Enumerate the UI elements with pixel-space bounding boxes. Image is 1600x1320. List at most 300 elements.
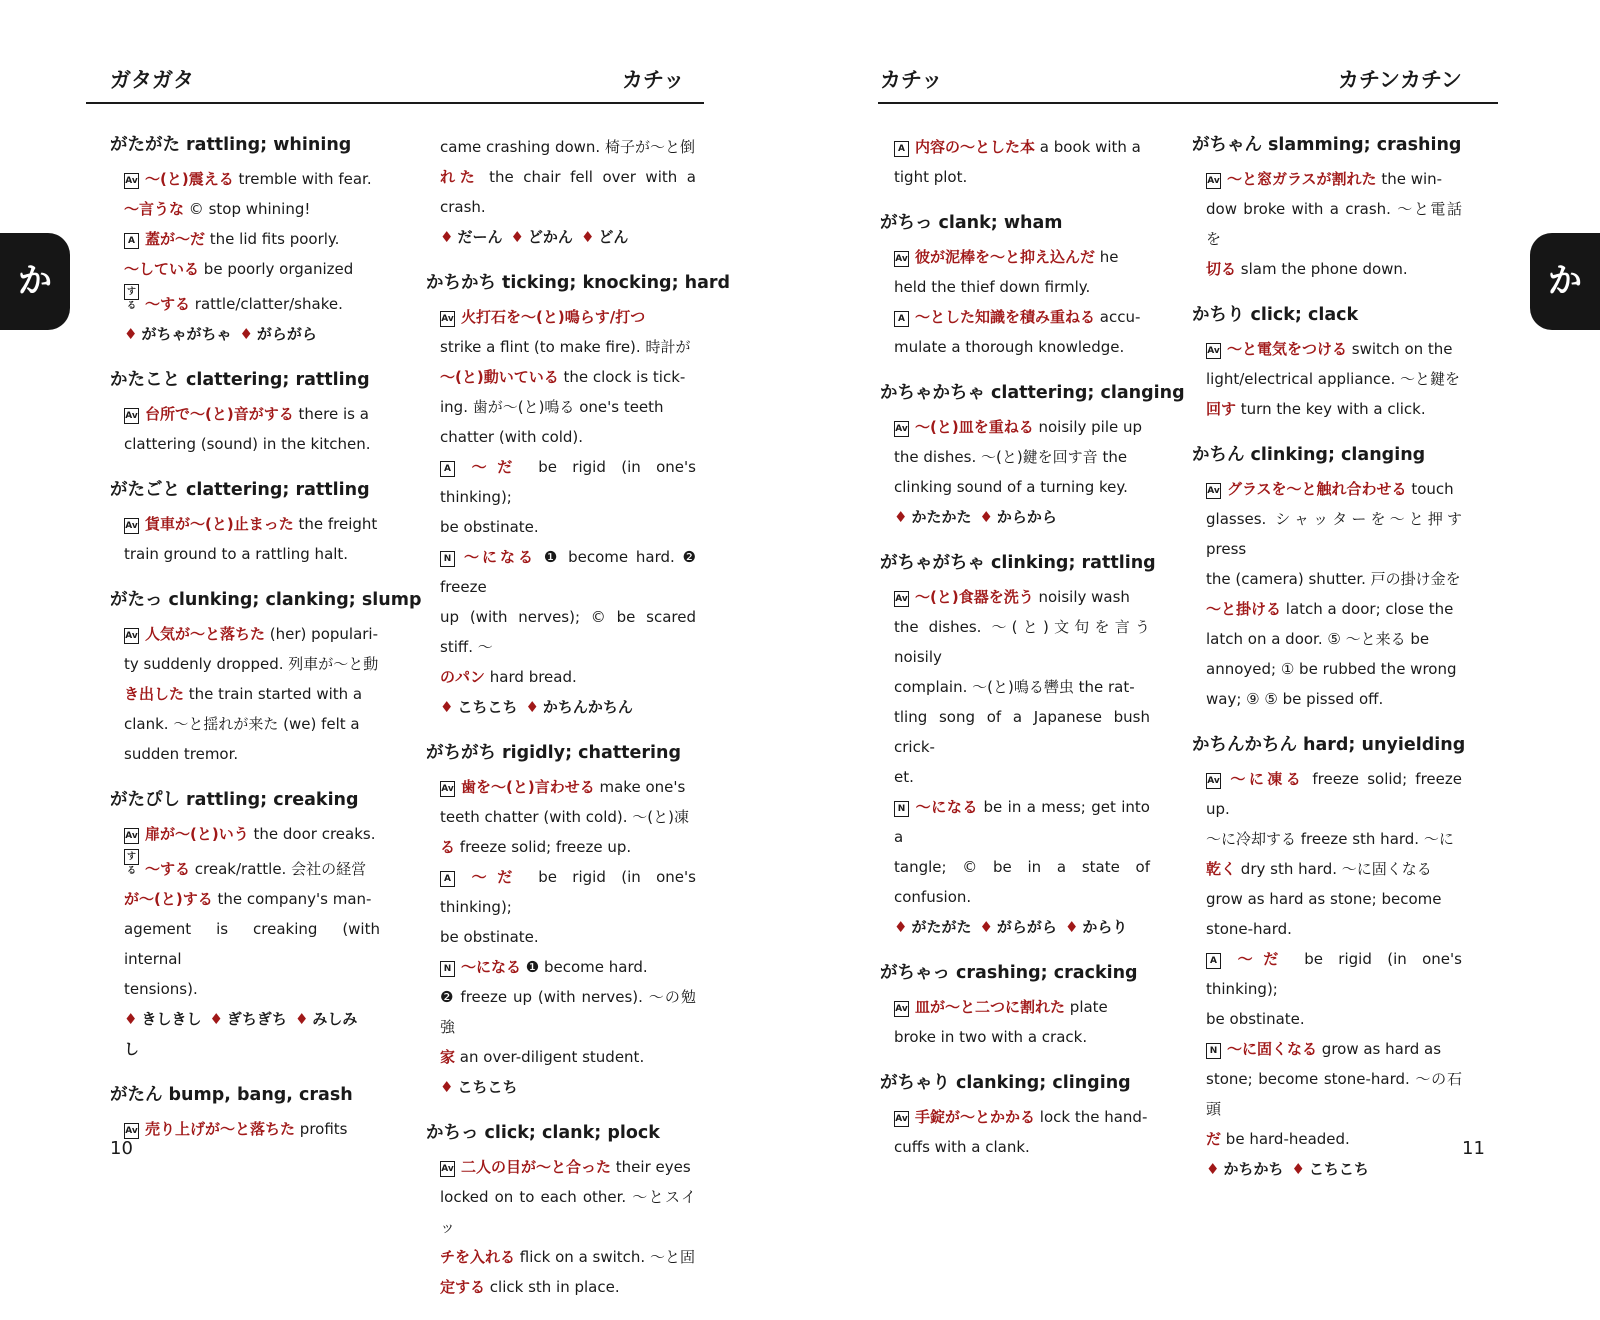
entry-line (426, 802, 696, 832)
entry-line (1192, 684, 1462, 714)
part-of-speech-badge: A (894, 141, 909, 157)
entry-line (426, 1042, 696, 1072)
headword-meaning: clattering; clanging (991, 383, 1185, 403)
headword-kana: がたぴし (110, 790, 180, 810)
dictionary-entry (880, 1070, 1150, 1162)
headword-meaning: hard; unyielding (1303, 735, 1466, 755)
part-of-speech-badge: Av (894, 1001, 909, 1017)
entry-line (110, 399, 380, 429)
left-page-column-2 (426, 132, 731, 1320)
see-also-icon: ♦ (1064, 918, 1079, 936)
entry-line (880, 1132, 1150, 1162)
part-of-speech-badge: Av (440, 1161, 455, 1177)
entry-line (110, 649, 380, 679)
japanese-example: 〜する (145, 860, 191, 878)
see-also-line (110, 319, 380, 349)
japanese-example: 〜(と)動いている (440, 368, 559, 386)
japanese-example: チを入れる (440, 1248, 516, 1266)
right-page-column-2 (1192, 132, 1466, 1202)
japanese-example: 皿が〜と二つに割れた (915, 998, 1066, 1016)
japanese-example: 〜(と)震える (145, 170, 234, 188)
japanese-example: 〜に凍る (1227, 770, 1305, 788)
entry-headword (880, 550, 1156, 576)
english-translation: he (1099, 248, 1119, 266)
entry-headword (1192, 132, 1462, 158)
headword-kana: がちゃっ (880, 963, 950, 983)
see-also-word[interactable]: どん (598, 228, 629, 246)
part-of-speech-badge: Av (1206, 173, 1221, 189)
see-also-word[interactable]: かちかち (1223, 1160, 1284, 1178)
english-translation: train ground to a rattling halt. (124, 545, 349, 563)
entry-line (426, 1152, 696, 1182)
entry-line (880, 242, 1150, 272)
dictionary-entry (426, 740, 696, 1102)
english-translation: make one's (599, 778, 686, 796)
dictionary-entry (1192, 732, 1466, 1184)
entry-line (880, 1102, 1150, 1132)
entry-line (426, 922, 696, 952)
entry-headword (110, 587, 422, 613)
entry-line (110, 194, 380, 224)
right-page-column-1 (880, 132, 1185, 1180)
english-translation: ❶ become hard. ❷ freeze (440, 548, 696, 596)
part-of-speech-badge: N (894, 801, 909, 817)
english-translation: be rigid (in one's thinking); (440, 868, 696, 916)
entry-line (110, 164, 380, 194)
english-translation: the lid fits poorly. (209, 230, 340, 248)
english-translation: ty suddenly dropped. 列車が〜と動 (124, 655, 379, 673)
entry-line (880, 332, 1150, 362)
headword-kana: かちっ (426, 1123, 479, 1143)
entry-line (880, 582, 1150, 612)
japanese-example: 二人の目が〜と合った (461, 1158, 612, 1176)
english-translation: stone; become stone-hard. 〜の石頭 (1206, 1070, 1462, 1118)
entry-line (1192, 254, 1462, 284)
entry-line (426, 1182, 696, 1242)
see-also-word[interactable]: どかん (527, 228, 573, 246)
english-translation: tremble with fear. (238, 170, 372, 188)
japanese-example: き出した (124, 685, 185, 703)
right-page-number: 11 (1462, 1138, 1485, 1159)
headword-meaning: clinking; clanging (1250, 445, 1426, 465)
entry-line (110, 974, 380, 1004)
part-of-speech-badge: N (440, 961, 455, 977)
english-translation: touch (1411, 480, 1454, 498)
english-translation: latch on a door. ⑤ 〜と来る be (1206, 630, 1430, 648)
english-translation: an over-diligent student. (459, 1048, 645, 1066)
part-of-speech-badge: N (1206, 1043, 1221, 1059)
japanese-example: 家 (440, 1048, 456, 1066)
english-translation: there is a (298, 405, 369, 423)
see-also-line (110, 1004, 380, 1064)
dictionary-entry (880, 380, 1185, 532)
headword-kana: がちゃん (1192, 135, 1262, 155)
part-of-speech-badge: A (1206, 953, 1221, 969)
part-of-speech-badge: Av (124, 173, 139, 189)
entry-line (880, 442, 1150, 472)
japanese-example: 〜(と)食器を洗う (915, 588, 1034, 606)
see-also-word[interactable]: みしみし (124, 1010, 358, 1058)
headword-meaning: clank; wham (938, 213, 1063, 233)
entry-line (880, 852, 1150, 912)
japanese-example: 〜だ (461, 868, 523, 886)
japanese-example: 売り上げが〜と落ちた (145, 1120, 296, 1138)
english-translation: their eyes (615, 1158, 691, 1176)
entry-line (426, 542, 696, 602)
japanese-example: 内容の〜とした本 (915, 138, 1036, 156)
dictionary-entry (880, 550, 1156, 942)
entry-line (1192, 1064, 1462, 1124)
see-also-word[interactable]: がらがら (256, 325, 317, 343)
english-translation: (her) populari- (269, 625, 379, 643)
see-also-icon: ♦ (239, 325, 253, 343)
part-of-speech-badge: Av (124, 408, 139, 424)
japanese-example: 蓋が〜だ (145, 230, 206, 248)
part-of-speech-badge: する (124, 284, 139, 300)
entry-line (1192, 594, 1462, 624)
japanese-example: 台所で〜(と)音がする (145, 405, 294, 423)
left-page (0, 0, 800, 1296)
english-translation: tensions). (124, 980, 198, 998)
part-of-speech-badge: Av (440, 781, 455, 797)
see-also-icon: ♦ (580, 228, 595, 246)
english-translation: be obstinate. (440, 518, 539, 536)
english-translation: be poorly organized (203, 260, 354, 278)
english-translation: click sth in place. (489, 1278, 620, 1296)
dictionary-entry (880, 960, 1150, 1052)
part-of-speech-badge: A (440, 461, 455, 477)
left-thumb-tab: か (0, 233, 70, 330)
entry-line (426, 452, 696, 512)
headword-meaning: clinking; rattling (991, 553, 1156, 573)
headword-kana: かちんかちん (1192, 735, 1297, 755)
entry-line (110, 284, 380, 319)
entry-line (110, 884, 380, 914)
entry-headword (426, 270, 731, 296)
dictionary-entry (1192, 302, 1462, 424)
english-translation: way; ⑨ ⑤ be pissed off. (1206, 690, 1384, 708)
headword-kana: がたごと (110, 480, 180, 500)
english-translation: lock the hand- (1039, 1108, 1148, 1126)
english-translation: slam the phone down. (1240, 260, 1408, 278)
part-of-speech-badge: N (440, 551, 455, 567)
see-also-icon: ♦ (1206, 1160, 1220, 1178)
japanese-example: 扉が〜(と)いう (145, 825, 249, 843)
see-also-line (426, 1072, 696, 1102)
see-also-word[interactable]: こちこち (457, 1078, 518, 1096)
part-of-speech-badge: Av (124, 628, 139, 644)
headword-kana: かちかち (426, 273, 496, 293)
part-of-speech-badge: A (894, 311, 909, 327)
english-translation: the dishes. 〜(と)文句を言う noisily (894, 618, 1150, 666)
japanese-example: 〜(と)皿を重ねる (915, 418, 1034, 436)
japanese-example: 〜している (124, 260, 200, 278)
part-of-speech-badge: Av (1206, 773, 1221, 789)
english-translation: agement is creaking (with internal (124, 920, 380, 968)
dictionary-entry (1192, 442, 1462, 714)
japanese-example: 〜になる (461, 958, 522, 976)
entry-headword (426, 1120, 696, 1146)
see-also-word[interactable]: からり (1082, 918, 1128, 936)
entry-headword (426, 740, 696, 766)
see-also-word[interactable]: こちこち (1308, 1160, 1369, 1178)
entry-line (110, 509, 380, 539)
dictionary-entry (110, 1082, 380, 1144)
english-translation: up (with nerves); © be scared stiff. 〜 (440, 608, 696, 656)
right-guide-word-start: カチッ (880, 68, 943, 92)
english-translation: the door creaks. (253, 825, 376, 843)
headword-kana: がちがち (426, 743, 496, 763)
entry-line (1192, 824, 1462, 854)
part-of-speech-badge: Av (1206, 483, 1221, 499)
entry-headword (880, 380, 1185, 406)
headword-meaning: bump, bang, crash (168, 1085, 353, 1105)
see-also-word[interactable]: だーん (457, 228, 503, 246)
dictionary-entry (110, 132, 380, 349)
see-also-line (426, 692, 696, 722)
english-translation: annoyed; ① be rubbed the wrong (1206, 660, 1457, 678)
entry-line (426, 332, 696, 362)
see-also-icon: ♦ (525, 698, 539, 716)
entry-line (110, 914, 380, 974)
english-translation: clank. 〜と揺れが来た (we) felt a (124, 715, 360, 733)
dictionary-entry (110, 367, 380, 459)
right-thumb-tab: か (1530, 233, 1600, 330)
english-translation: cuffs with a clank. (894, 1138, 1030, 1156)
entry-line (1192, 884, 1462, 914)
japanese-example: 〜に固くなる (1227, 1040, 1318, 1058)
english-translation: ❷ freeze up (with nerves). 〜の勉強 (440, 988, 696, 1036)
entry-headword (110, 132, 380, 158)
japanese-example: のパン (440, 668, 486, 686)
see-also-icon: ♦ (440, 1078, 454, 1096)
entry-headword (1192, 732, 1466, 758)
japanese-example: 〜になる (461, 548, 537, 566)
entry-line (1192, 1034, 1462, 1064)
see-also-line (1192, 1154, 1462, 1184)
japanese-example: 切る (1206, 260, 1237, 278)
english-translation: © stop whining! (188, 200, 311, 218)
entry-headword (110, 1082, 380, 1108)
dictionary-entry (1192, 132, 1462, 284)
see-also-word[interactable]: がちゃがちゃ (141, 325, 232, 343)
see-also-icon: ♦ (294, 1010, 309, 1028)
part-of-speech-badge: Av (894, 591, 909, 607)
see-also-word[interactable]: こちこち (457, 698, 518, 716)
headword-kana: かちり (1192, 305, 1245, 325)
headword-kana: がたがた (110, 135, 180, 155)
part-of-speech-badge: Av (440, 311, 455, 327)
entry-line (110, 429, 380, 459)
english-translation: latch a door; close the (1285, 600, 1454, 618)
entry-line (1192, 394, 1462, 424)
part-of-speech-badge: Av (894, 251, 909, 267)
entry-line (880, 612, 1150, 672)
headword-meaning: ticking; knocking; hard (502, 273, 731, 293)
entry-line (110, 819, 380, 849)
english-translation: be rigid (in one's thinking); (440, 458, 696, 506)
english-translation: complain. 〜(と)鳴る轡虫 the rat- (894, 678, 1135, 696)
headword-meaning: clattering; rattling (186, 480, 370, 500)
headword-kana: がちゃがちゃ (880, 553, 985, 573)
english-translation: noisily pile up (1038, 418, 1143, 436)
english-translation: ❶ become hard. (525, 958, 648, 976)
headword-meaning: click; clank; plock (484, 1123, 660, 1143)
see-also-word[interactable]: きしきし (141, 1010, 202, 1028)
entry-line (880, 762, 1150, 792)
entry-headword (880, 1070, 1150, 1096)
entry-line (1192, 564, 1462, 594)
entry-line (110, 539, 380, 569)
english-translation: be in a mess; get into a (894, 798, 1150, 846)
english-translation: be hard-headed. (1225, 1130, 1350, 1148)
part-of-speech-badge: Av (1206, 343, 1221, 359)
english-translation: strike a flint (to make fire). 時計が (440, 338, 691, 356)
english-translation: dry sth hard. 〜に固くなる (1240, 860, 1432, 878)
english-translation: mulate a thorough knowledge. (894, 338, 1125, 356)
japanese-example: 乾く (1206, 860, 1237, 878)
english-translation: grow as hard as (1321, 1040, 1442, 1058)
entry-line (880, 162, 1150, 192)
entry-line (426, 602, 696, 662)
english-translation: noisily wash (1038, 588, 1130, 606)
english-translation: ing. 歯が〜(と)鳴る one's teeth (440, 398, 664, 416)
entry-line (880, 412, 1150, 442)
entry-line (426, 162, 696, 222)
right-header-rule (878, 102, 1498, 104)
part-of-speech-badge: Av (894, 421, 909, 437)
english-translation: the (camera) shutter. 戸の掛け金を (1206, 570, 1461, 588)
japanese-example: 回す (1206, 400, 1237, 418)
see-also-icon: ♦ (440, 698, 454, 716)
see-also-icon: ♦ (510, 228, 524, 246)
dictionary-entry (426, 270, 731, 722)
entry-line (426, 302, 696, 332)
entry-line (110, 224, 380, 254)
entry-line (1192, 164, 1462, 194)
japanese-example: 人気が〜と落ちた (145, 625, 266, 643)
see-also-icon: ♦ (979, 508, 993, 526)
headword-meaning: rattling; whining (186, 135, 352, 155)
see-also-word[interactable]: ぎちぎち (226, 1010, 287, 1028)
english-translation: hard bread. (489, 668, 577, 686)
see-also-icon: ♦ (440, 228, 454, 246)
see-also-icon: ♦ (209, 1010, 223, 1028)
english-translation: rattle/clatter/shake. (194, 295, 343, 313)
part-of-speech-badge: Av (124, 518, 139, 534)
headword-meaning: rigidly; chattering (502, 743, 682, 763)
dictionary-entry (110, 787, 380, 1064)
see-also-word[interactable]: かたかた (911, 508, 972, 526)
entry-line (880, 132, 1150, 162)
entry-line (110, 709, 380, 739)
entry-line (1192, 364, 1462, 394)
english-translation: light/electrical appliance. 〜と鍵を (1206, 370, 1461, 388)
see-also-word[interactable]: かちんかちん (542, 698, 633, 716)
english-translation: held the thief down firmly. (894, 278, 1091, 296)
see-also-line (426, 222, 696, 252)
entry-line (880, 472, 1150, 502)
headword-kana: かたこと (110, 370, 180, 390)
headword-kana: かちゃかちゃ (880, 383, 985, 403)
entry-line (1192, 624, 1462, 654)
japanese-example: 手錠が〜とかかる (915, 1108, 1036, 1126)
see-also-line (880, 502, 1150, 532)
entry-line (426, 982, 696, 1042)
entry-line (426, 952, 696, 982)
japanese-example: 歯を〜(と)言わせる (461, 778, 595, 796)
english-translation: creak/rattle. 会社の経営 (194, 860, 367, 878)
headword-kana: がちっ (880, 213, 933, 233)
dictionary-entry (426, 132, 696, 252)
entry-headword (880, 960, 1150, 986)
japanese-example: 〜と電気をつける (1227, 340, 1348, 358)
see-also-icon: ♦ (894, 918, 908, 936)
entry-line (426, 662, 696, 692)
english-translation: tight plot. (894, 168, 968, 186)
english-translation: glasses. シャッターを〜と押す press (1206, 510, 1462, 558)
headword-kana: かちん (1192, 445, 1245, 465)
dictionary-entry (880, 210, 1150, 362)
entry-line (1192, 1004, 1462, 1034)
part-of-speech-badge: する (124, 849, 139, 865)
english-translation: 〜に冷却する freeze sth hard. 〜に (1206, 830, 1454, 848)
headword-meaning: clattering; rattling (186, 370, 370, 390)
entry-line (1192, 654, 1462, 684)
japanese-example: 定する (440, 1278, 486, 1296)
see-also-word[interactable]: からから (996, 508, 1057, 526)
english-translation: clattering (sound) in the kitchen. (124, 435, 371, 453)
japanese-example: 火打石を〜(と)鳴らす/打つ (461, 308, 646, 326)
english-translation: profits (299, 1120, 348, 1138)
headword-kana: がたん (110, 1085, 163, 1105)
english-translation: dow broke with a crash. 〜と電話を (1206, 200, 1462, 248)
headword-kana: がちゃり (880, 1073, 950, 1093)
see-also-word[interactable]: がらがら (996, 918, 1057, 936)
entry-line (1192, 194, 1462, 254)
english-translation: grow as hard as stone; become (1206, 890, 1442, 908)
english-translation: flick on a switch. 〜と固 (519, 1248, 695, 1266)
english-translation: the dishes. 〜(と)鍵を回す音 the (894, 448, 1128, 466)
headword-meaning: clunking; clanking; slump (168, 590, 422, 610)
dictionary-entry (110, 587, 422, 769)
entry-headword (1192, 302, 1462, 328)
see-also-icon: ♦ (979, 918, 993, 936)
left-page-number: 10 (110, 1138, 133, 1159)
japanese-example: 〜と掛ける (1206, 600, 1282, 618)
dictionary-entry (880, 132, 1150, 192)
entry-line (426, 1242, 696, 1272)
part-of-speech-badge: A (124, 233, 139, 249)
see-also-icon: ♦ (124, 325, 138, 343)
entry-headword (110, 367, 380, 393)
entry-line (880, 302, 1150, 332)
japanese-example: が〜(と)する (124, 890, 213, 908)
entry-line (110, 849, 380, 884)
japanese-example: れた (440, 168, 480, 186)
english-translation: broke in two with a crack. (894, 1028, 1088, 1046)
see-also-word[interactable]: がたがた (911, 918, 972, 936)
dictionary-entry (110, 477, 380, 569)
english-translation: the win- (1381, 170, 1443, 188)
headword-kana: がたっ (110, 590, 163, 610)
entry-line (880, 672, 1150, 702)
entry-line (880, 992, 1150, 1022)
entry-line (426, 362, 696, 392)
entry-line (426, 422, 696, 452)
english-translation: teeth chatter (with cold). 〜(と)凍 (440, 808, 690, 826)
entry-line (426, 392, 696, 422)
